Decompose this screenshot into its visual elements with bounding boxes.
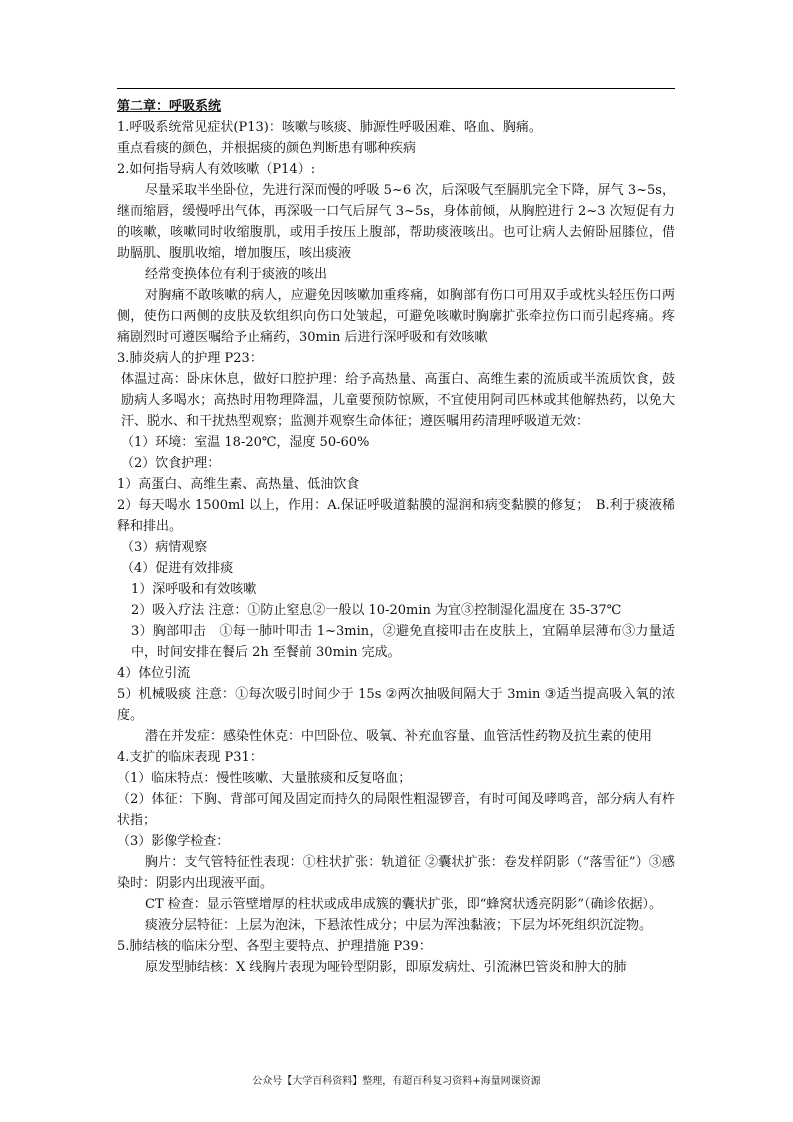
paragraph: 潜在并发症：感染性休克：中凹卧位、吸氧、补充血容量、血管活性药物及抗生素的使用 — [145, 729, 653, 744]
list-item: （2）饮食护理： — [121, 456, 221, 471]
paragraph: 重点看痰的颜色，并根据痰的颜色判断患有哪种疾病 — [117, 141, 417, 156]
list-item: 2）吸入疗法 注意：①防止窒息②一般以 10-20min 为宜③控制湿化温度在 35-37℃ — [131, 603, 622, 618]
list-item: （4）促进有效排痰 — [121, 561, 234, 576]
paragraph: 尽量采取半坐卧位，先进行深而慢的呼吸 5~6 次，后深吸气至膈肌完全下降，屏气 3~5s，继而缩唇，缓慢呼出气体，再深吸一口气后屏气 3~5s，身体前倾，从胸腔进行 2~3 次短促有力的咳嗽，咳嗽同时收缩腹肌，或用手按压上腹部，帮助痰液咳出。也可让病人去俯卧屈膝位，借助膈肌、腹肌收缩，增加腹压，咳出痰液 — [117, 183, 675, 261]
chapter-title: 第二章：呼吸系统 — [117, 99, 222, 114]
paragraph: 对胸痛不敢咳嗽的病人，应避免因咳嗽加重疼痛，如胸部有伤口可用双手或枕头轻压伤口两侧，使伤口两侧的皮肤及软组织向伤口处皱起，可避免咳嗽时胸廓扩张牵拉伤口而引起疼痛。疼痛剧烈时可遵医嘱给予止痛药，30min 后进行深呼吸和有效咳嗽 — [117, 288, 675, 345]
section-heading: 2.如何指导病人有效咳嗽（P14）: — [117, 162, 316, 177]
list-item: （1）临床特点：慢性咳嗽、大量脓痰和反复咯血； — [117, 771, 412, 786]
list-item: 4）体位引流 — [117, 666, 191, 681]
list-item: 1）深呼吸和有效咳嗽 — [131, 582, 257, 597]
page-footer: 公众号【大学百科资料】整理，有超百科复习资料+海量网课资源 — [252, 1076, 541, 1087]
header-rule — [117, 88, 675, 89]
paragraph: CT 检查：显示管壁增厚的柱状或成串成簇的囊状扩张，即“蜂窝状透亮阴影”（确诊依据）。 — [145, 897, 663, 912]
list-item: （1）环境：室温 18-20℃，湿度 50-60% — [121, 435, 370, 450]
document-body — [117, 96, 675, 978]
section-heading: 4.支扩的临床表现 P31： — [117, 750, 263, 765]
list-item: 3）胸部叩击 ①每一肺叶叩击 1~3min，②避免直接叩击在皮肤上，宜隔单层薄布③力量适中，时间安排在餐后 2h 至餐前 30min 完成。 — [131, 624, 675, 660]
list-item: 1）高蛋白、高维生素、高热量、低油饮食 — [117, 477, 360, 492]
section-heading: 1.呼吸系统常见症状(P13)：咳嗽与咳痰、肺源性呼吸困难、咯血、胸痛。 — [117, 120, 542, 135]
paragraph: 体温过高：卧床休息，做好口腔护理：给予高热量、高蛋白、高维生素的流质或半流质饮食，鼓励病人多喝水；高热时用物理降温，儿童要预防惊厥，不宜使用阿司匹林或其他解热药，以免大汗、脱水、和干扰热型观察；监测并观察生命体征；遵医嘱用药清理呼吸道无效： — [121, 372, 675, 429]
section-heading: 3.肺炎病人的护理 P23： — [117, 351, 263, 366]
list-item: （2）体征：下胸、背部可闻及固定而持久的局限性粗湿锣音，有时可闻及哮鸣音，部分病人有杵状指； — [117, 792, 675, 828]
section-heading: 5.肺结核的临床分型、各型主要特点、护理措施 P39： — [117, 939, 432, 954]
list-item: 2）每天喝水 1500ml 以上，作用：A.保证呼吸道黏膜的湿润和病变黏膜的修复； B.利于痰液稀释和排出。 — [117, 498, 675, 534]
paragraph: 原发型肺结核：X 线胸片表现为哑铃型阴影，即原发病灶、引流淋巴管炎和肿大的肺 — [145, 960, 627, 975]
list-item: （3）病情观察 — [121, 540, 208, 555]
list-item: 5）机械吸痰 注意：①每次吸引时间少于 15s ②两次抽吸间隔大于 3min ③适当提高吸入氧的浓度。 — [117, 687, 675, 723]
paragraph: 痰液分层特征：上层为泡沫，下悬浓性成分；中层为浑浊黏液；下层为坏死组织沉淀物。 — [145, 918, 653, 933]
paragraph: 胸片：支气管特征性表现：①柱状扩张：轨道征 ②囊状扩张：卷发样阴影（“落雪征”）③感染时：阴影内出现液平面。 — [117, 855, 675, 891]
paragraph: 经常变换体位有利于痰液的咳出 — [145, 267, 328, 282]
list-item: （3）影像学检查： — [117, 834, 230, 849]
